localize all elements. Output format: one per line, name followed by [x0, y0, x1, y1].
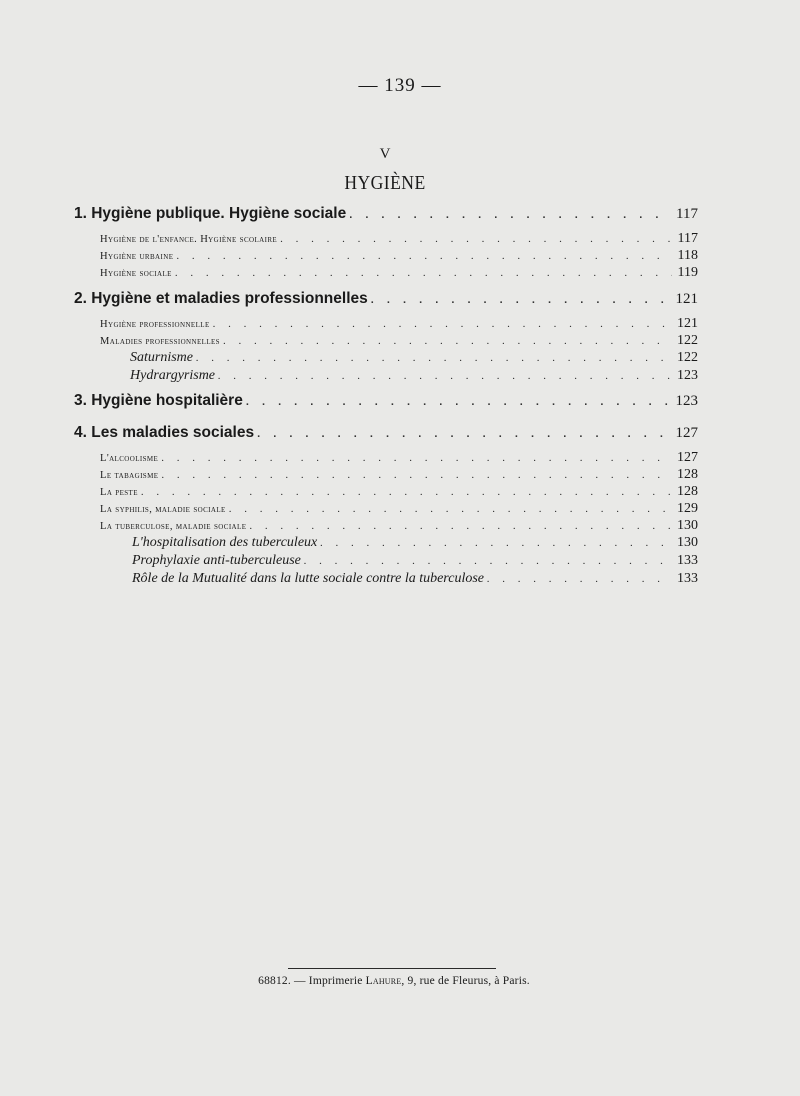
imprint-printer: Lahure [365, 975, 402, 987]
toc-entry-page: 122 [677, 350, 698, 365]
toc-entry-label: La tuberculose, maladie sociale [100, 521, 249, 532]
dot-leader [218, 370, 672, 382]
toc-entry-label: Saturnisme [130, 350, 196, 366]
toc-entry-page: 121 [677, 316, 698, 331]
toc-entry-label: Hygiène urbaine [100, 251, 176, 262]
dot-leader [175, 267, 672, 279]
imprint-number: 68812. [258, 975, 291, 987]
toc-entry-label: Prophylaxie anti-tuberculeuse [132, 553, 304, 569]
imprint-address: , 9, rue de Fleurus, à Paris. [401, 975, 530, 987]
toc-entry-label: Hygiène de l'enfance. Hygiène scolaire [100, 234, 280, 245]
toc-entry-page: 123 [677, 368, 698, 383]
toc-entry-hygiene-professionnelle [74, 316, 698, 333]
toc-entry-hygiene-sociale [74, 265, 698, 282]
toc-entry-label: Rôle de la Mutualité dans la lutte sociale contre la tuberculose [132, 571, 487, 587]
dot-leader [161, 452, 672, 464]
dot-leader [320, 537, 672, 549]
toc-entry-page: 130 [677, 535, 698, 550]
dot-leader [349, 209, 672, 221]
dot-leader [257, 428, 671, 440]
page-number: — 139 — [358, 75, 442, 96]
toc-entry-page: 117 [676, 206, 698, 222]
toc-entry-maladies-professionnelles [74, 290, 698, 316]
dot-leader [176, 250, 672, 262]
dot-leader [196, 352, 672, 364]
toc-entry-page: 117 [677, 231, 698, 246]
toc-entry-page: 121 [675, 291, 698, 307]
dot-leader [280, 233, 672, 245]
toc-entry-saturnisme [74, 350, 698, 368]
toc-entry-label: L'alcoolisme [100, 453, 161, 464]
dot-leader [223, 335, 672, 347]
dot-leader [229, 503, 672, 515]
footer-divider [288, 968, 496, 969]
toc-entry-page: 133 [677, 571, 698, 586]
toc-entry-hygiene-urbaine [74, 248, 698, 265]
toc-entry-label: Hygiène sociale [100, 268, 175, 279]
toc-entry-label: 4. Les maladies sociales [74, 424, 257, 442]
toc-entry-label: Hygiène professionnelle [100, 319, 213, 330]
toc-entry-page: 129 [677, 501, 698, 516]
toc-entry-hospitalisation [74, 535, 698, 553]
imprint-prefix: — Imprimerie [294, 975, 363, 987]
toc-entry-label: Maladies professionnelles [100, 336, 223, 347]
dot-leader [304, 555, 672, 567]
toc-entry-label: La syphilis, maladie sociale [100, 504, 229, 515]
toc-entry-hygiene-enfance [74, 231, 698, 248]
toc-entry-hygiene-hospitaliere [74, 392, 698, 418]
dot-leader [213, 318, 672, 330]
toc-entry-label: Le tabagisme [100, 470, 161, 481]
dot-leader [371, 294, 672, 306]
toc-entry-alcoolisme [74, 450, 698, 467]
toc-entry-label: 2. Hygiène et maladies professionnelles [74, 290, 371, 308]
table-of-contents [74, 205, 698, 589]
dot-leader [141, 486, 672, 498]
toc-entry-page: 133 [677, 553, 698, 568]
dot-leader [246, 396, 672, 408]
dot-leader [249, 520, 672, 532]
toc-entry-label: Hydrargyrisme [130, 368, 218, 384]
dot-leader [161, 469, 672, 481]
toc-entry-label: L'hospitalisation des tuberculeux [132, 535, 320, 551]
dot-leader [487, 573, 672, 585]
toc-entry-maladies-prof [74, 333, 698, 350]
toc-entry-role-mutualite [74, 571, 698, 589]
toc-entry-page: 119 [677, 265, 698, 280]
toc-entry-hygiene-publique [74, 205, 698, 231]
section-numeral: V [379, 146, 391, 162]
toc-entry-prophylaxie [74, 553, 698, 571]
toc-entry-page: 128 [677, 484, 698, 499]
toc-entry-page: 123 [675, 393, 698, 409]
printer-imprint [0, 975, 788, 987]
toc-entry-page: 127 [677, 450, 698, 465]
toc-entry-page: 118 [677, 248, 698, 263]
toc-entry-label: 3. Hygiène hospitalière [74, 392, 246, 410]
toc-entry-tuberculose [74, 518, 698, 535]
toc-entry-tabagisme [74, 467, 698, 484]
toc-entry-syphilis [74, 501, 698, 518]
toc-entry-maladies-sociales [74, 424, 698, 450]
toc-entry-page: 127 [675, 425, 698, 441]
toc-entry-label: La peste [100, 487, 141, 498]
section-title: HYGIÈNE [344, 172, 426, 194]
toc-entry-label: 1. Hygiène publique. Hygiène sociale [74, 205, 349, 223]
toc-entry-page: 130 [677, 518, 698, 533]
toc-entry-peste [74, 484, 698, 501]
toc-entry-hydrargyrisme [74, 368, 698, 386]
toc-entry-page: 128 [677, 467, 698, 482]
toc-entry-page: 122 [677, 333, 698, 348]
